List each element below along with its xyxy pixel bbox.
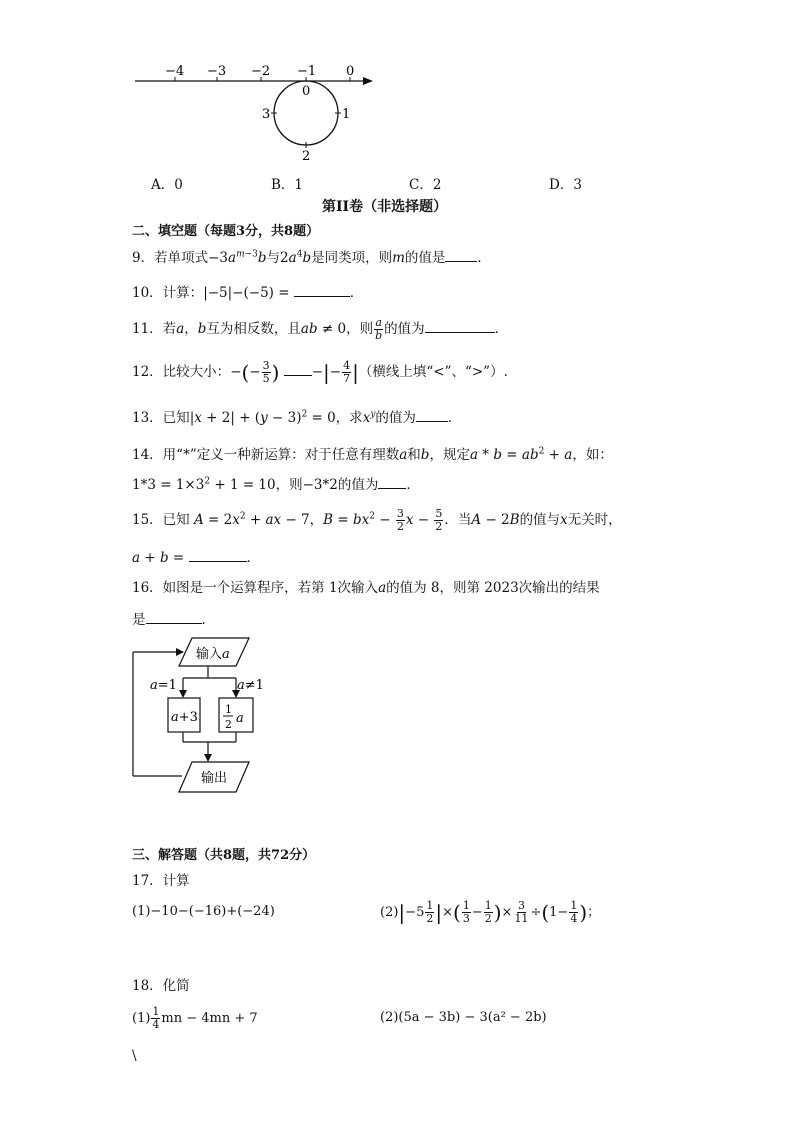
question-14-line2: $1*3 = 1\times 3^2 + 1 = 10$，则−3*2的值为 ． — [132, 476, 420, 493]
circle-label: 1 — [342, 107, 351, 122]
q12-text: 12．比较大小： — [132, 364, 231, 380]
input-label: 输入a — [196, 647, 230, 662]
q11-text: 11．若 — [132, 321, 177, 337]
q9-text: 与 — [266, 250, 281, 266]
circle-label: 3 — [262, 107, 271, 122]
answer-blank — [146, 611, 202, 624]
question-16: 16．如图是一个运算程序，若第 1次输入a的值为 8，则第 2023次输出的结果 — [132, 580, 600, 596]
q15-text: 无关时， — [567, 512, 622, 528]
tick-label: −4 — [165, 64, 185, 79]
cond-left: a=1 — [150, 678, 177, 693]
answer-blank — [425, 320, 495, 333]
section3-title: 三、解答题（共8题，共72分） — [132, 848, 316, 863]
q14-text: ，如： — [572, 447, 613, 463]
q15-text: ．当 — [444, 512, 472, 528]
tick-label: −1 — [297, 64, 317, 79]
answer-blank — [284, 363, 312, 376]
answer-blank — [416, 409, 448, 422]
question-15-line2: a + b = ． — [132, 550, 261, 566]
box-right-den: 2 — [225, 718, 232, 731]
option-a: A．0 — [151, 177, 183, 193]
tick-label: −3 — [207, 64, 227, 79]
answer-blank — [445, 249, 477, 262]
q11-text: ． — [494, 321, 509, 337]
q15-text: 的值与 — [519, 512, 561, 528]
box-left-label: a+3 — [171, 710, 198, 725]
q9-text: 是同类项，则 — [311, 250, 393, 266]
question-14: 14．用“*”定义一种新运算：对于任意有理数a和b，规定$a * b = ab^2 + a$，如： — [132, 446, 613, 463]
arrow-head — [179, 690, 187, 698]
q17-part2-label: (2) — [380, 905, 399, 920]
q16-text: 是 — [132, 612, 146, 628]
cond-right: a≠1 — [237, 678, 264, 693]
q14-text: 和 — [407, 447, 421, 463]
q15-text: 15．已知 — [132, 512, 190, 528]
arrow-head — [204, 754, 212, 762]
q9-text: ． — [477, 250, 491, 266]
number-line-figure — [125, 55, 385, 167]
part2-title: 第II卷（非选择题） — [322, 199, 448, 215]
q9-text: 的值是 — [404, 250, 446, 266]
q13-text: 13．已知 — [132, 410, 190, 426]
q18-title: 18．化简 — [132, 978, 190, 994]
q14-text: ，规定 — [429, 447, 470, 463]
q14-text: ，则 — [275, 477, 303, 493]
q14-text: 的值为 — [337, 477, 379, 493]
q11-text: ，则 — [346, 321, 374, 337]
answer-blank — [378, 476, 406, 489]
option-b: B．1 — [271, 177, 304, 193]
q18-part1-label: (1) — [132, 1011, 151, 1026]
answer-blank — [294, 284, 350, 297]
q9-text: 若单项式 — [154, 250, 209, 266]
question-12: 12．比较大小：−(− $\frac{3}{5}$ ) −|− $\frac{4}{7}$ |（横线上填“<”、“>”）. — [132, 359, 508, 385]
q13-text: 的值为 — [375, 410, 416, 426]
tick-label: −2 — [251, 64, 271, 79]
q17-part2: (2)|−5 $\frac{1}{2}$ |×( $\frac{1}{3}$ − $\frac{1}{2}$ )× $\frac{3}{11}$ ÷(1− $\frac{1}{4}$ )； — [380, 899, 601, 925]
question-9: 9．若单项式$-3a^{m-3}b$与$2a^4b$是同类项，则m的值是 ． — [132, 249, 491, 266]
q16-text: 16．如图是一个运算程序，若第 1次输入 — [132, 580, 379, 596]
question-16-line2 — [132, 608, 215, 628]
box-right-num: 1 — [225, 703, 232, 716]
q10-end: ． — [349, 285, 364, 301]
flowchart-figure — [126, 632, 266, 802]
number-line-arrow — [363, 77, 373, 85]
q17-part1: (1)−10−(−16)+(−24) — [132, 904, 275, 919]
q14-text: 14．用“*”定义一种新运算：对于任意有理数 — [132, 447, 400, 463]
q18-part1: (1) $\frac{1}{4}$ mn − 4mn + 7 — [132, 1005, 258, 1031]
q9-num: 9． — [132, 250, 155, 266]
q14-text: ． — [406, 477, 420, 493]
tick-label: 0 — [346, 64, 355, 79]
section2-title: 二、填空题（每题3分，共8题） — [132, 224, 320, 239]
option-c: C．2 — [409, 177, 442, 193]
q17-part2-end: ； — [587, 905, 601, 920]
question-11: 11．若a，b互为相反数，且ab ≠ 0，则 $\frac{a}{b}$ 的值为 ． — [132, 316, 509, 342]
q12-text: （横线上填“<”、“>”）. — [358, 364, 508, 380]
q16-text: ． — [201, 612, 215, 628]
q13-text: ，求 — [335, 410, 363, 426]
question-13: 13．已知$|x + 2| + (y - 3)^2 = 0$，求$x^y$的值为 ． — [132, 409, 462, 426]
q13-text: ． — [447, 410, 462, 426]
q16-text: 的值为 8，则第 2023次输出的结果 — [386, 580, 600, 596]
output-label: 输出 — [201, 771, 228, 786]
option-d: D．3 — [549, 177, 582, 193]
q18-part1-rest: mn − 4mn + 7 — [161, 1011, 258, 1026]
q18-part2: (2)(5a − 3b) − 3(a² − 2b) — [380, 1010, 547, 1025]
q17-title: 17．计算 — [132, 873, 190, 889]
q10-text: 10．计算： — [132, 285, 204, 301]
arrow-head — [176, 648, 184, 656]
answer-blank — [189, 549, 247, 562]
q11-text: 的值为 — [384, 321, 425, 337]
q15-text: ． — [246, 550, 261, 566]
circle-label: 0 — [302, 84, 311, 99]
question-15: 15．已知 $A = 2x^2$ + ax − 7，$B = bx^2$ − $\frac{3}{2}$ x − $\frac{5}{2}$ ．当A − 2B的值与x无关时， — [132, 507, 622, 533]
box-right-var: a — [236, 711, 244, 726]
q11-text: 互为相反数，且 — [206, 321, 301, 337]
question-10: 10．计算：|−5|−(−5) = ． — [132, 285, 364, 301]
footer-mark: \ — [132, 1048, 137, 1064]
circle-label: 2 — [302, 149, 311, 164]
